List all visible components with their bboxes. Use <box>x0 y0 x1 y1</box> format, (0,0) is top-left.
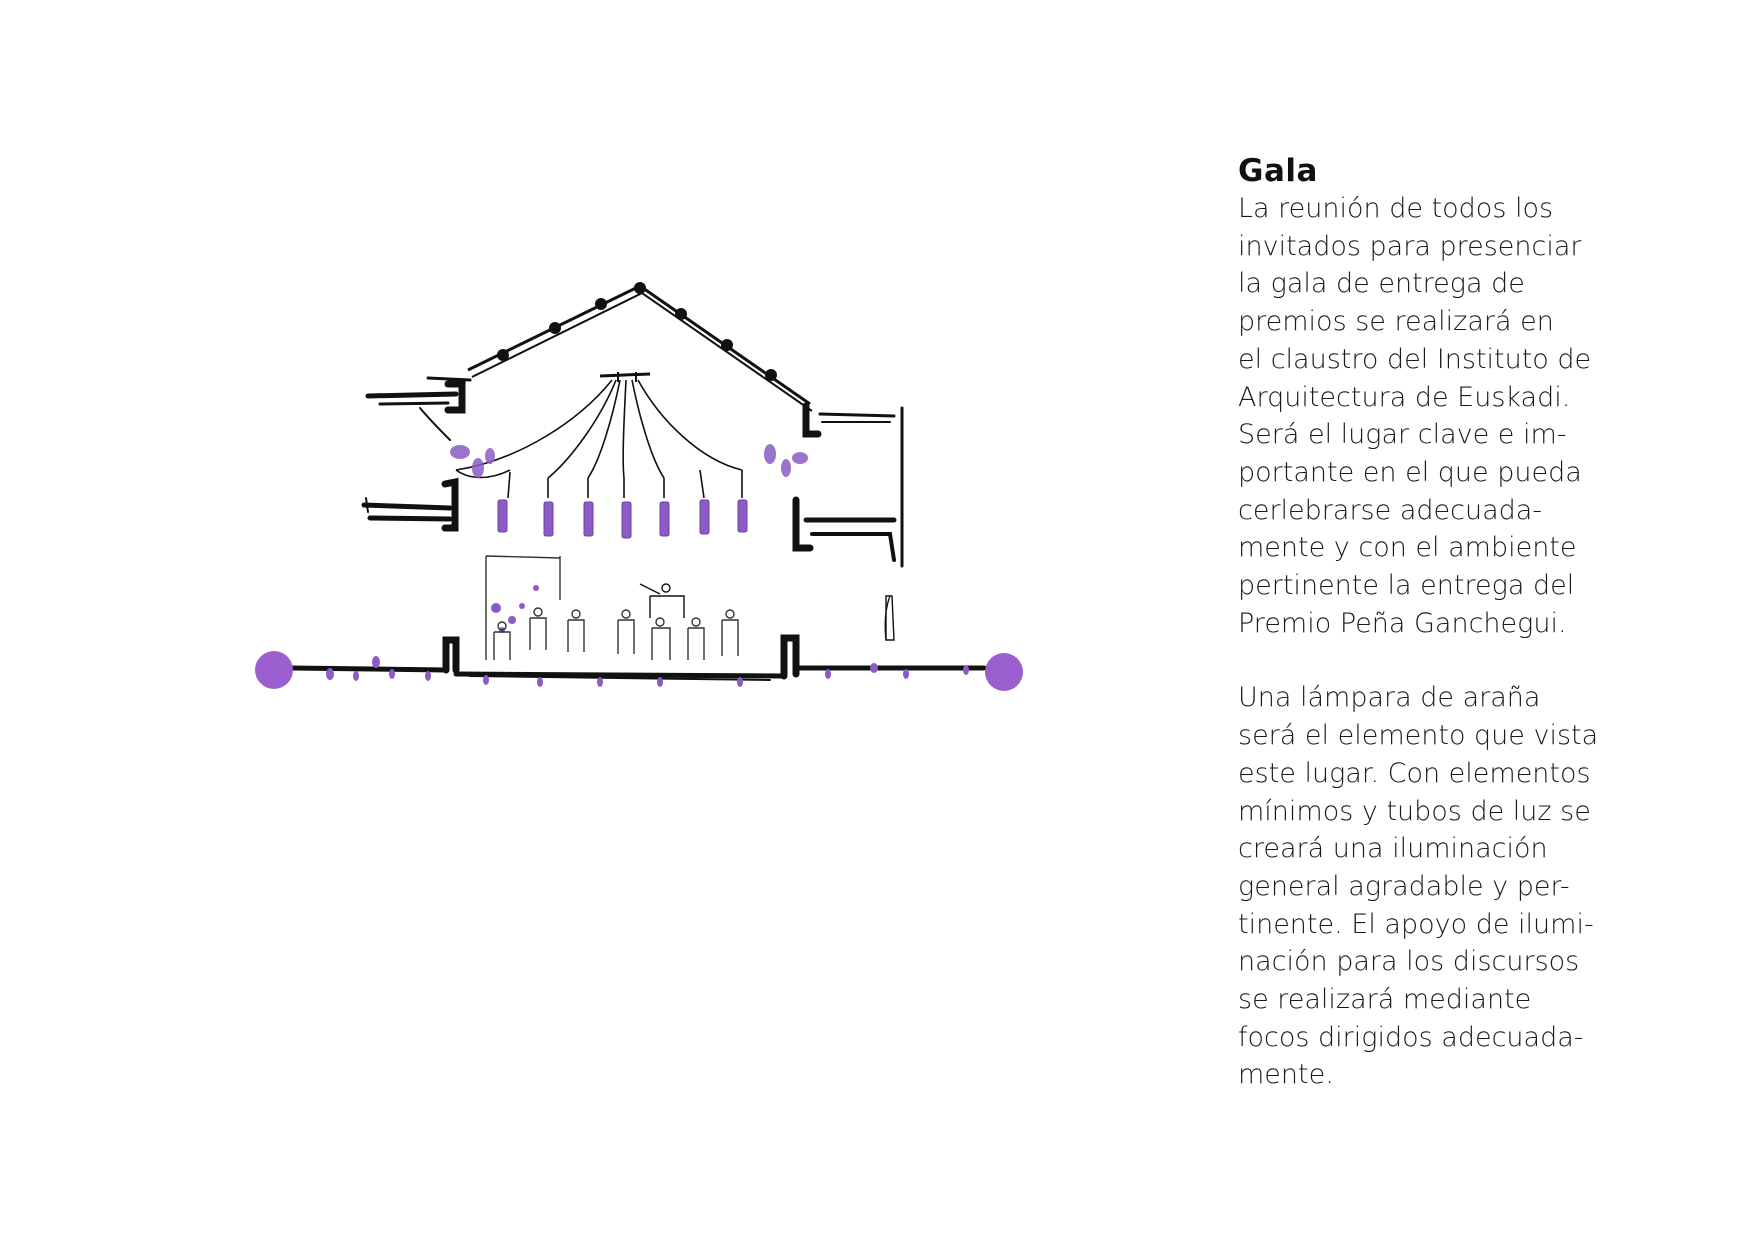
roof <box>468 282 812 411</box>
text-line: nación para los discursos <box>1238 946 1580 978</box>
right-marker-dot <box>985 653 1023 691</box>
text-line: premios se realizará en <box>1238 306 1554 338</box>
text-line: Arquitectura de Euskadi. <box>1238 381 1571 413</box>
stage-and-audience <box>486 556 894 660</box>
text-line: focos dirigidos adecuada- <box>1238 1021 1584 1053</box>
text-line: este lugar. Con elementos <box>1238 757 1591 789</box>
text-line: se realizará mediante <box>1238 984 1532 1016</box>
ground-line <box>292 638 984 680</box>
text-line: La reunión de todos los <box>1238 193 1554 224</box>
text-line: mínimos y tubos de luz se <box>1238 795 1591 827</box>
chandelier <box>450 372 808 538</box>
right-wall <box>796 406 902 566</box>
text-line: la gala de entrega de <box>1238 268 1525 300</box>
description-panel <box>1238 152 1638 1094</box>
text-line: general agradable y per- <box>1238 870 1570 902</box>
text-line: creará una iluminación <box>1238 833 1548 865</box>
page-title: Gala <box>1238 153 1318 189</box>
text-line: será el elemento que vista <box>1238 720 1599 752</box>
text-line: cerlebrarse adecuada- <box>1238 494 1543 526</box>
text-line: Una lámpara de araña <box>1238 682 1541 714</box>
text-line: el claustro del Instituto de <box>1238 343 1592 375</box>
text-line: portante en el que pueda <box>1238 456 1582 488</box>
left-marker-dot <box>255 651 293 689</box>
paragraph-1 <box>1238 190 1638 642</box>
text-line: Será el lugar clave e im- <box>1238 419 1567 451</box>
text-line: mente y con el ambiente <box>1238 532 1577 564</box>
text-line: mente. <box>1238 1059 1334 1091</box>
text-line: Premio Peña Ganchegui. <box>1238 607 1567 639</box>
text-line: invitados para presenciar <box>1238 230 1582 262</box>
paragraph-2 <box>1238 679 1638 1094</box>
text-line: tinente. El apoyo de ilumi- <box>1238 908 1594 940</box>
text-line: pertinente la entrega del <box>1238 570 1575 602</box>
